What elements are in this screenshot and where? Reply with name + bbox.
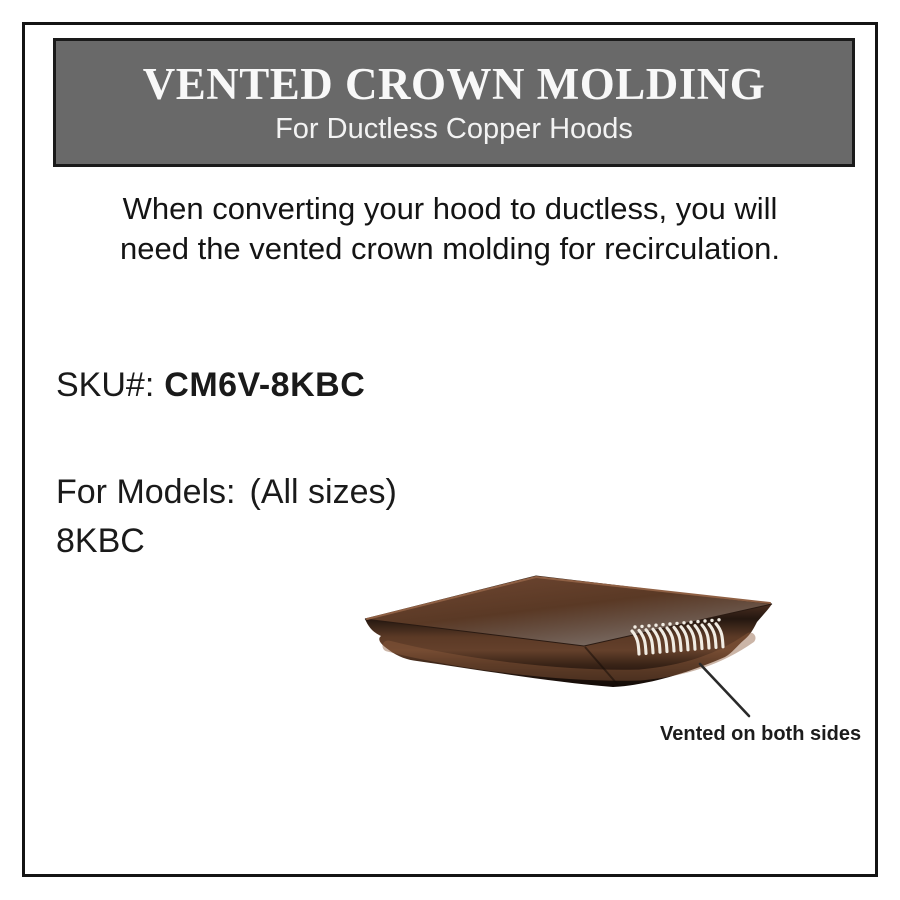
vent-slat-dot: [647, 624, 650, 627]
vent-callout-label: Vented on both sides: [660, 723, 862, 745]
models-list: 8KBC: [56, 522, 145, 560]
vent-slat-dot: [717, 618, 720, 621]
vent-slat-dot: [661, 623, 664, 626]
sku-label: SKU#:: [56, 366, 155, 404]
models-line: [56, 468, 397, 517]
sku-line: [56, 366, 365, 405]
vent-slat-dot: [696, 620, 699, 623]
vent-slat-dot: [710, 619, 713, 622]
sku-value: CM6V-8KBC: [164, 366, 366, 404]
vent-slat-dot: [689, 621, 692, 624]
vent-slat-dot: [675, 622, 678, 625]
description-line-1: When converting your hood to ductless, you will: [122, 191, 778, 226]
vent-slat-dot: [654, 624, 657, 627]
page-subtitle: For Ductless Copper Hoods: [275, 112, 633, 145]
callout-line: [700, 664, 749, 716]
models-label: For Models:: [56, 473, 236, 511]
models-sizes: (All sizes): [249, 473, 397, 511]
vent-slat-dot: [682, 621, 685, 624]
description-line-2: need the vented crown molding for recirculation.: [120, 231, 780, 266]
page-title: VENTED CROWN MOLDING: [142, 58, 766, 109]
header-banner: [53, 38, 855, 167]
vent-slat-dot: [668, 622, 671, 625]
models-block: [56, 468, 397, 566]
vent-slat-dot: [703, 619, 706, 622]
vent-slat-dot: [633, 625, 636, 628]
description-paragraph: [60, 189, 840, 269]
vent-slat-dot: [640, 625, 643, 628]
